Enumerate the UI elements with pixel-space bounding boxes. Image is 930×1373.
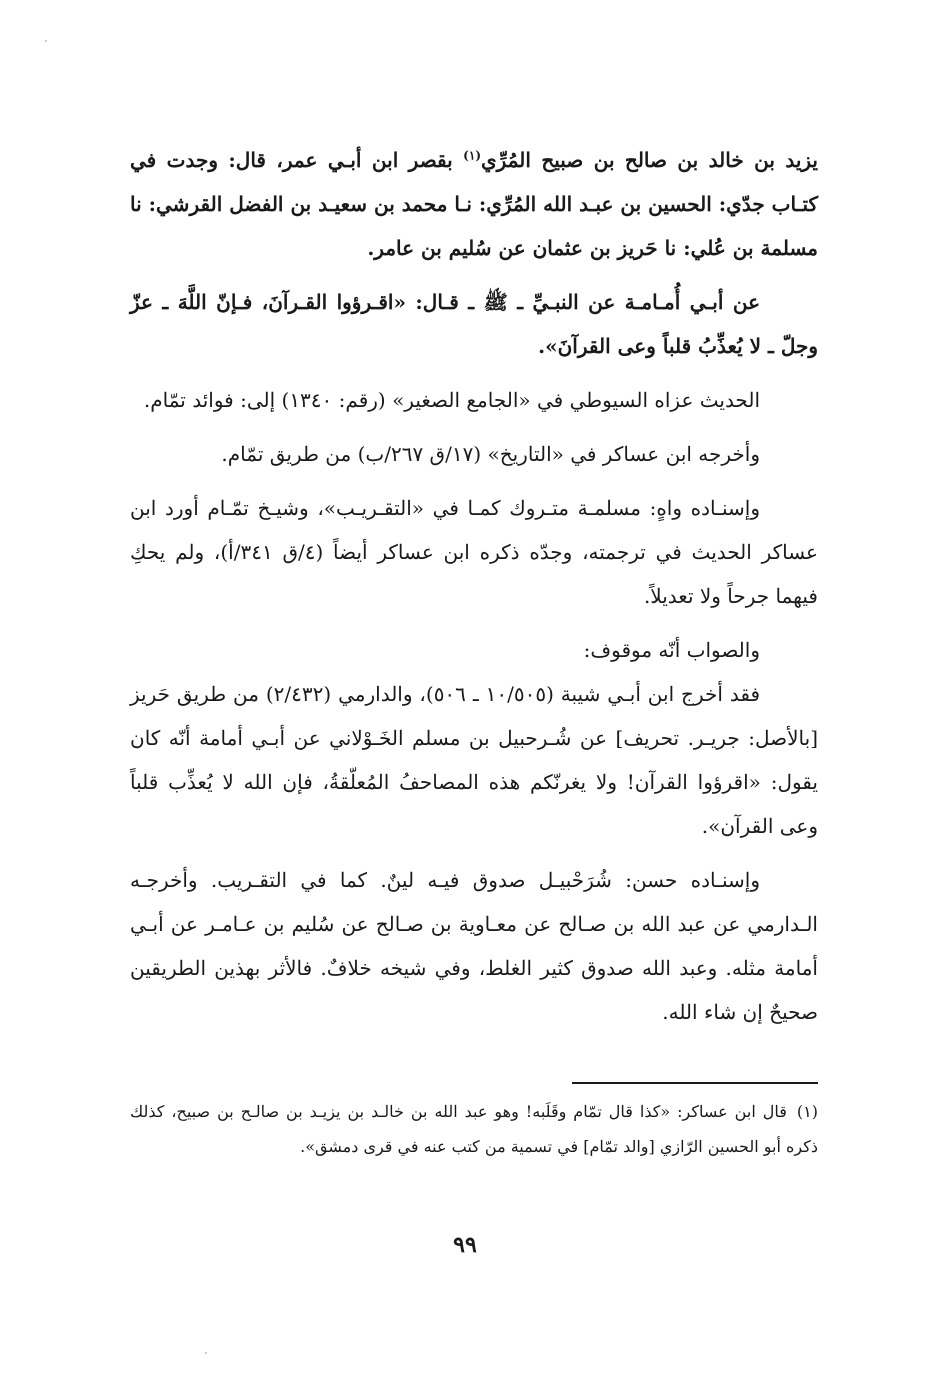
paragraph-text: وأخرجه ابن عساكر في «التاريخ» (١٧/ق ٢٦٧/ب) من طريق تمّام. <box>221 442 760 466</box>
main-text <box>130 138 818 1044</box>
paragraph-text: عن أبـي أُمـامـة عن النبـيِّ ـ ﷺ ـ قـال: «اقـرؤوا القـرآنَ، فـإنّ اللَّهَ ـ عزّ وجلّ ـ لا يُعذِّبُ قلباً وعى القرآنَ». <box>130 290 818 358</box>
paragraph-hadith <box>130 280 818 368</box>
paragraph-commentary <box>130 378 818 422</box>
scan-speck <box>205 1352 207 1354</box>
footnote-text: قال ابن عساكر: «كذا قال تمّام وقَلَبه! وهو عبد الله بن خالـد بن يزيـد بن صالـح بن صبيح، كذلك ذكره أبو الحسين الرّازي [والد تمّام] في تسمية من كتب عنه في قرى دمشق». <box>130 1102 818 1156</box>
paragraph-commentary <box>130 858 818 1034</box>
footnote-number: (١) <box>796 1102 818 1121</box>
footnote-reference: (١) <box>463 148 481 163</box>
paragraph-text: فقد أخرج ابن أبـي شيبة (١٠/٥٠٥ ـ ٥٠٦)، والدارمي (٢/٤٣٢) من طريق حَريز [بالأصل: جريـر. تحريف] عن شُـرحبيل بن مسلم الخَـوْلاني عن أبـي أمامة أنّه كان يقول: «اقرؤوا القرآن! ولا يغرنّكم هذه المصاحفُ المُعلّقةُ، فإن الله لا يُعذِّب قلباً وعى القرآن». <box>130 682 818 838</box>
paragraph-text: والصواب أنّه موقوف: <box>583 638 760 662</box>
paragraph-text: الحديث عزاه السيوطي في «الجامع الصغير» (رقم: ١٣٤٠) إلى: فوائد تمّام. <box>143 388 760 412</box>
scan-speck <box>45 40 47 42</box>
footnotes <box>130 1094 818 1164</box>
footnote-divider <box>572 1082 818 1084</box>
footnote-item <box>130 1094 818 1164</box>
paragraph-text: وإسنـاده واهٍ: مسلمـة متـروك كمـا في «التقـريـب»، وشيـخ تمّـام أورد ابن عساكر الحديث في ترجمته، وجدّه ذكره ابن عساكر أيضاً (٤/ق ٣٤١/أ)، ولم يحكِ فيهما جرحاً ولا تعديلاً. <box>130 496 818 608</box>
paragraph-text: بقصر ابن أبـي عمر، قال: وجدت في كتـاب جدّي: الحسين بن عبـد الله المُرِّي: نـا محمد بن سعيـد بن الفضل القرشي: نا مسلمة بن عُلي: نا حَريز بن عثمان عن سُليم بن عامر. <box>130 148 818 260</box>
paragraph-commentary <box>130 628 818 672</box>
paragraph-commentary <box>130 486 818 618</box>
paragraph-text: وإسنـاده حسن: شُرَحْبيـل صدوق فيـه لينٌ. كما في التقـريب. وأخرجـه الـدارمي عن عبد الله بن صـالح عن معـاوية بن صـالح عن سُليم بن عـامـر عن أبـي أمامة مثله. وعبد الله صدوق كثير الغلط، وفي شيخه خلافٌ. فالأثر بهذين الطريقين صحيحٌ إن شاء الله. <box>130 868 818 1024</box>
paragraph-isnad <box>130 138 818 270</box>
page-number: ٩٩ <box>453 1232 477 1258</box>
paragraph-text: يزيد بن خالد بن صالح بن صبيح المُرِّي <box>481 148 818 172</box>
paragraph-commentary <box>130 672 818 848</box>
paragraph-commentary <box>130 432 818 476</box>
